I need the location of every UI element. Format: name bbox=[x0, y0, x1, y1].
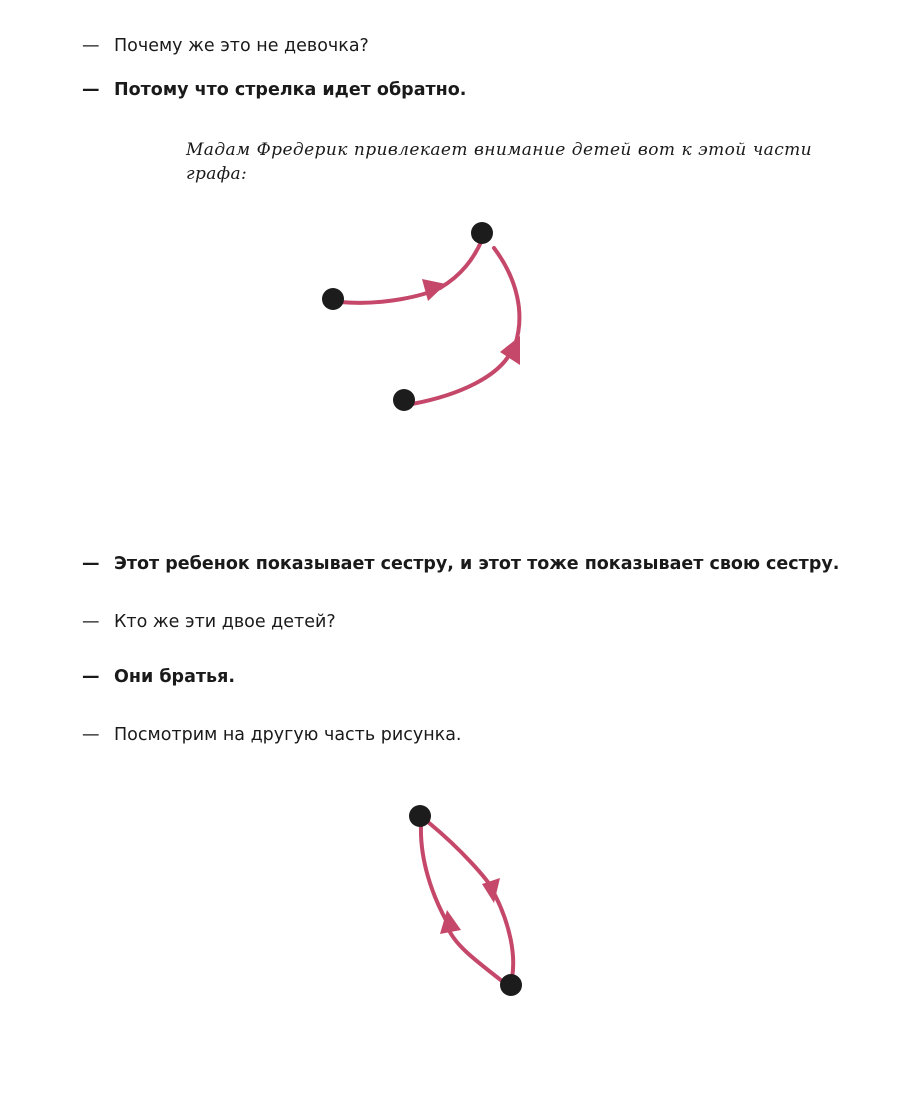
narration-paragraph: Мадам Фредерик привлекает внимание детей вот к этой части графа: bbox=[186, 140, 812, 184]
dialogue-text: Они братья. bbox=[114, 667, 235, 687]
dash: — bbox=[82, 36, 100, 56]
dialogue-text: Этот ребенок показывает сестру, и этот тоже показывает свою сестру. bbox=[114, 554, 840, 574]
dash: — bbox=[82, 667, 100, 687]
dialogue-text: Посмотрим на другую часть рисунка. bbox=[114, 725, 462, 745]
dash: — bbox=[82, 725, 100, 745]
node-bottom bbox=[500, 974, 522, 996]
node-top bbox=[409, 805, 431, 827]
dialogue-text: Потому что стрелка идет обратно. bbox=[114, 80, 467, 100]
edge-bottom-to-top bbox=[421, 826, 502, 981]
dialogue-text: Кто же эти двое детей? bbox=[114, 612, 336, 632]
dash: — bbox=[82, 80, 100, 100]
dialogue-text: Почему же это не девочка? bbox=[114, 36, 369, 56]
dash: — bbox=[82, 612, 100, 632]
dash: — bbox=[82, 554, 100, 574]
